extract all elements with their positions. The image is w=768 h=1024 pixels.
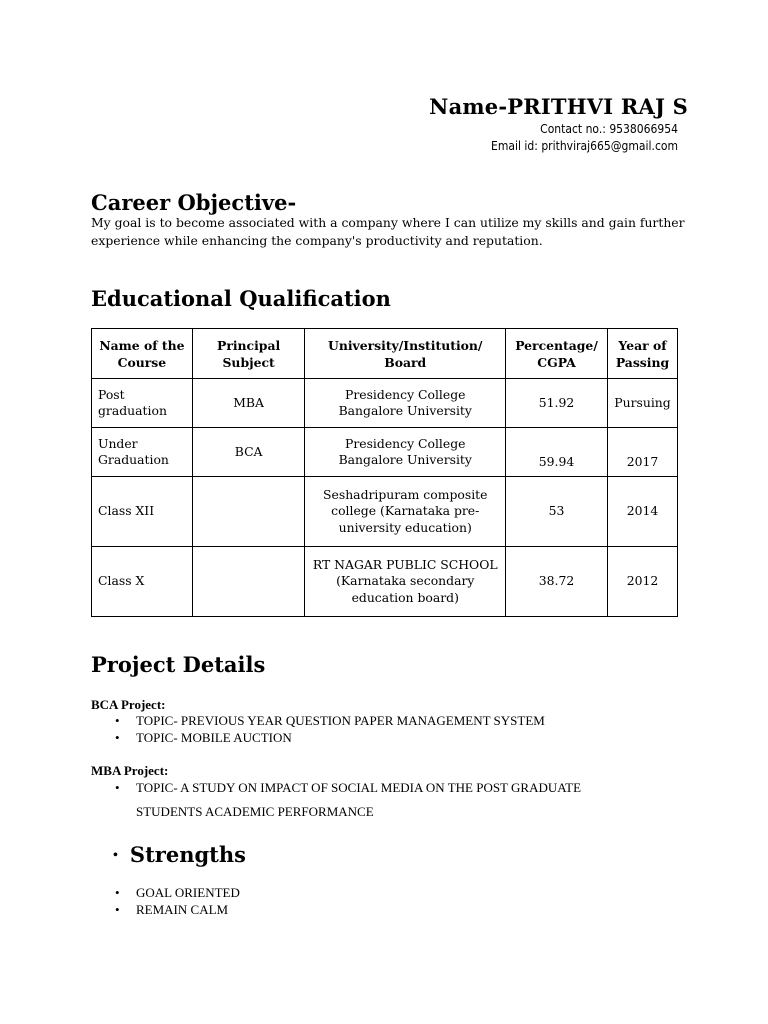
strengths-list [91, 884, 240, 918]
email-id: Email id: prithviraj665@gmail.com [491, 139, 678, 153]
table-row [92, 379, 678, 428]
bullet-icon: • [115, 730, 120, 745]
bca-topic-1: TOPIC- PREVIOUS YEAR QUESTION PAPER MANAGEMENT SYSTEM [136, 713, 545, 728]
mba-topic-line-1: TOPIC- A STUDY ON IMPACT OF SOCIAL MEDIA ON THE POST GRADUATE [136, 780, 582, 795]
header-course: Name of the Course [92, 329, 193, 379]
strength-item: REMAIN CALM [136, 902, 229, 917]
header-institution: University/Institution/ Board [305, 329, 506, 379]
bca-project-label: BCA Project: [91, 697, 166, 712]
course-cell: Class X [92, 547, 193, 617]
education-table [91, 328, 678, 617]
subject-cell: MBA [192, 379, 305, 428]
project-details-title: Project Details [91, 652, 266, 677]
course-cell: Under Graduation [92, 428, 193, 477]
mba-topic-line-2: STUDENTS ACADEMIC PERFORMANCE [136, 804, 374, 819]
header-year: Year of Passing [607, 329, 677, 379]
subject-cell [192, 477, 305, 547]
mba-project-list [91, 779, 581, 820]
bullet-icon: • [115, 885, 120, 900]
table-header-row [92, 329, 678, 379]
career-objective-title: Career Objective- [91, 190, 297, 215]
percentage-cell: 59.94 [506, 428, 608, 477]
bullet-icon: • [113, 848, 118, 863]
percentage-cell: 51.92 [506, 379, 608, 428]
subject-cell [192, 547, 305, 617]
list-item [91, 901, 240, 918]
institution-cell: Presidency College Bangalore University [305, 428, 506, 477]
strengths-title-text: Strengths [129, 842, 246, 867]
career-objective-text: My goal is to become associated with a company where I can utilize my skills and gain further experience while enhancing the company's productivity and reputation. [91, 215, 685, 248]
bullet-icon: • [115, 902, 120, 917]
list-item [91, 884, 240, 901]
subject-cell: BCA [192, 428, 305, 477]
bullet-icon: • [115, 713, 120, 728]
year-cell: 2012 [607, 547, 677, 617]
percentage-cell: 53 [506, 477, 608, 547]
contact-number: Contact no.: 9538066954 [540, 122, 678, 136]
list-item [91, 779, 581, 796]
institution-cell: Seshadripuram composite college (Karnataka pre-university education) [305, 477, 506, 547]
strength-item: GOAL ORIENTED [136, 885, 240, 900]
table-row [92, 477, 678, 547]
table-row [92, 547, 678, 617]
header-subject: Principal Subject [192, 329, 305, 379]
bca-topic-2: TOPIC- MOBILE AUCTION [136, 730, 292, 745]
bca-project-list [91, 712, 545, 746]
course-cell: Class XII [92, 477, 193, 547]
year-cell: 2014 [607, 477, 677, 547]
education-title: Educational Qualification [91, 286, 391, 311]
candidate-name: Name-PRITHVI RAJ S [429, 94, 688, 119]
bullet-icon: • [115, 780, 120, 795]
year-cell: 2017 [607, 428, 677, 477]
list-item-continuation [91, 803, 581, 820]
header-percentage: Percentage/ CGPA [506, 329, 608, 379]
institution-cell: RT NAGAR PUBLIC SCHOOL (Karnataka secondary education board) [305, 547, 506, 617]
table-row [92, 428, 678, 477]
percentage-cell: 38.72 [506, 547, 608, 617]
institution-cell: Presidency College Bangalore University [305, 379, 506, 428]
strengths-title [113, 842, 246, 867]
list-item [91, 729, 545, 746]
mba-project-label: MBA Project: [91, 763, 169, 778]
course-cell: Post graduation [92, 379, 193, 428]
list-item [91, 712, 545, 729]
year-cell: Pursuing [607, 379, 677, 428]
